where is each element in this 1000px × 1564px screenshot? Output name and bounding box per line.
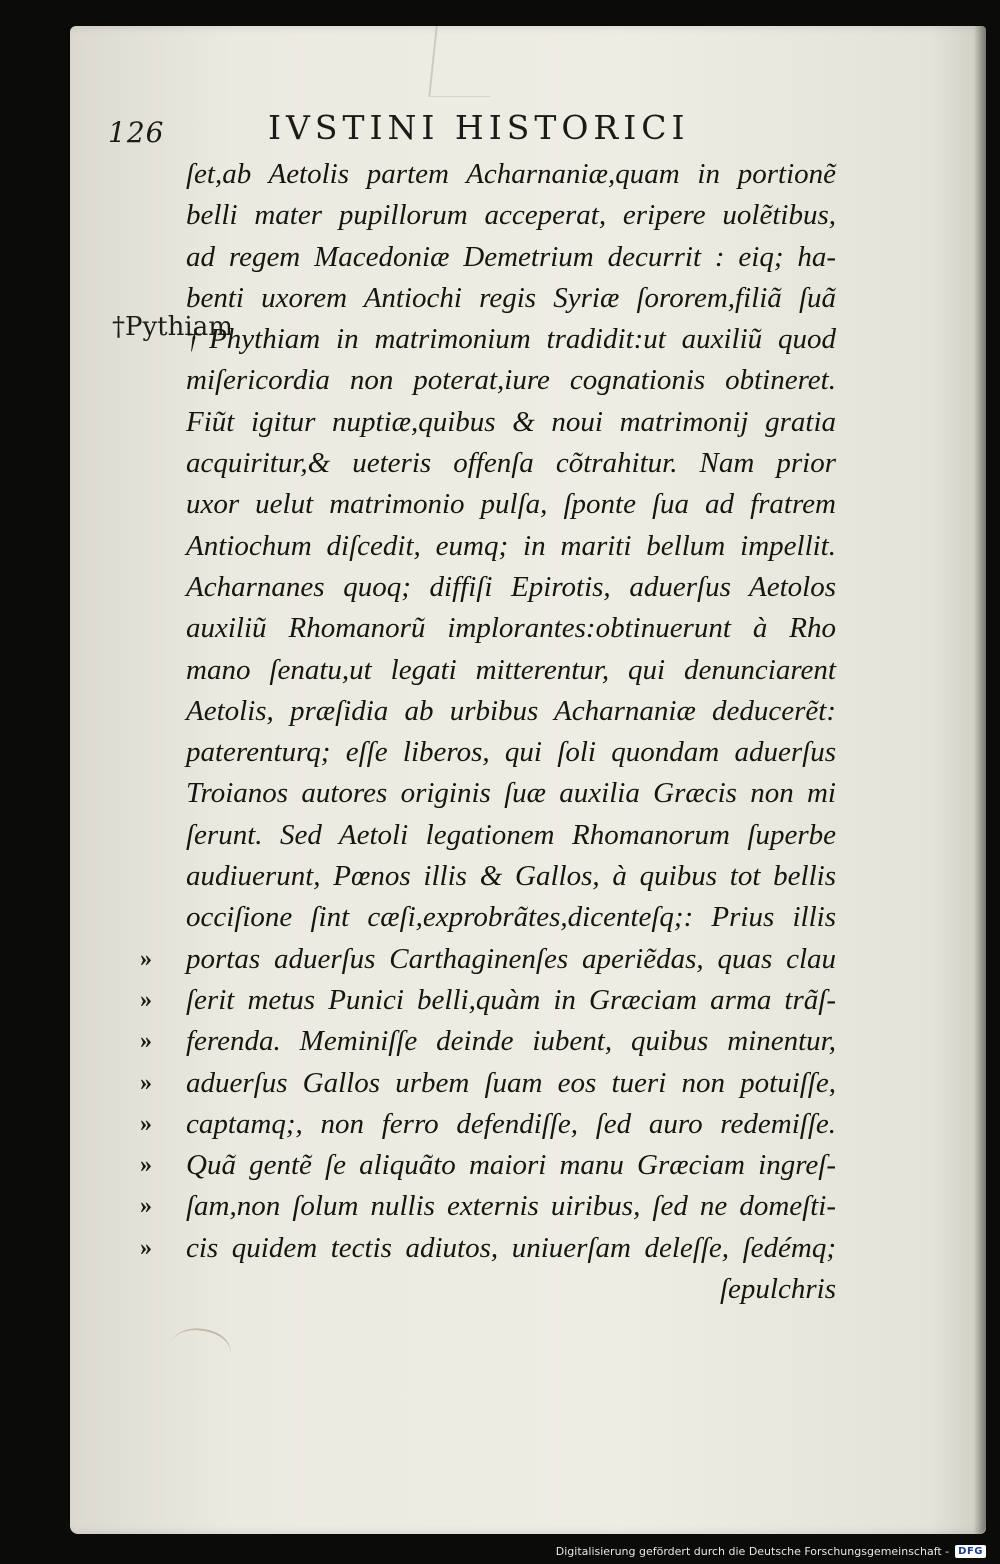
text-line <box>140 1145 836 1186</box>
line-text: portas aduerſus Carthaginenſes aperiẽdas, quas clau <box>186 942 836 975</box>
text-line <box>186 691 836 732</box>
text-line <box>140 1228 836 1269</box>
text-line <box>140 1104 836 1145</box>
line-text: ad regem Macedoniæ Demetrium decurrit : eiq; ha- <box>186 240 836 273</box>
text-line <box>140 980 836 1021</box>
text-line <box>186 443 836 484</box>
line-text: mano ſenatu,ut legati mitterentur, qui denunciarent <box>186 653 836 686</box>
line-text: aduerſus Gallos urbem ſuam eos tueri non potuiſſe, <box>186 1066 836 1099</box>
page-header <box>108 108 906 154</box>
line-text: ſepulchris <box>720 1273 836 1306</box>
line-text: Acharnanes quoq; diffiſi Epirotis, aduerſus Aetolos <box>186 570 836 603</box>
text-line <box>186 402 836 443</box>
text-line <box>140 1021 836 1062</box>
quotation-marker: » <box>140 1110 152 1137</box>
line-text: miſericordia non poterat,iure cognationis obtineret. <box>186 364 836 397</box>
line-text: ſerunt. Sed Aetoli legationem Rhomanorum ſuperbe <box>186 818 836 851</box>
text-line <box>186 154 836 195</box>
text-line <box>186 278 836 319</box>
line-text: †Phythiam in matrimonium tradidit:ut auxiliũ quod <box>186 323 836 356</box>
page-number: 126 <box>108 116 165 149</box>
line-text: auxiliũ Rhomanorũ implorantes:obtinuerunt à Rho <box>186 612 836 645</box>
digitization-credit <box>556 1542 986 1560</box>
text-line <box>186 237 836 278</box>
text-line <box>140 1186 836 1227</box>
marginal-note: †Pythiam <box>112 312 233 342</box>
line-text: ferenda. Meminiſſe deinde iubent, quibus minentur, <box>186 1025 836 1058</box>
line-text: uxor uelut matrimonio pulſa, ſponte ſua ad fratrem <box>186 488 836 521</box>
line-text: paterenturq; eſſe liberos, qui ſoli quondam aduerſus <box>186 736 836 769</box>
text-line <box>186 773 836 814</box>
text-line <box>186 856 836 897</box>
gutter-shadow <box>974 26 986 1534</box>
text-line <box>186 484 836 525</box>
line-text: cis quidem tectis adiutos, uniuerſam deleſſe, ſedémq; <box>186 1231 836 1264</box>
line-text: ſet,ab Aetolis partem Acharnaniæ,quam in portionẽ <box>186 158 836 190</box>
line-text: Fiũt igitur nuptiæ,quibus & noui matrimonij gratia <box>186 405 836 438</box>
quotation-marker: » <box>140 1069 152 1096</box>
text-line <box>186 815 836 856</box>
line-text: Quã gentẽ ſe aliquãto maiori manu Græciam ingreſ- <box>186 1149 836 1182</box>
text-line <box>186 195 836 236</box>
quotation-marker: » <box>140 945 152 972</box>
dfg-logo-icon: DFG <box>955 1545 986 1558</box>
text-line <box>140 1063 836 1104</box>
paper-tear <box>428 26 497 97</box>
text-line <box>186 732 836 773</box>
text-line <box>186 319 836 360</box>
line-text: Troianos autores originis ſuæ auxilia Græcis non mi <box>186 777 836 810</box>
text-line <box>186 608 836 649</box>
quotation-marker: » <box>140 986 152 1013</box>
line-text: audiuerunt, Pœnos illis & Gallos, à quibus tot bellis <box>186 860 836 893</box>
text-line <box>186 567 836 608</box>
paper-stain <box>165 1320 235 1378</box>
line-text: belli mater pupillorum acceperat, eripere uolẽtibus, <box>186 199 836 232</box>
line-text: occiſione ſint cæſi,exprobrãtes,dicenteſq;: Prius illis <box>186 901 836 934</box>
line-text: Antiochum diſcedit, eumq; in mariti bellum impellit. <box>186 529 836 562</box>
quotation-marker: » <box>140 1028 152 1055</box>
text-line <box>186 650 836 691</box>
line-text: ſam,non ſolum nullis externis uiribus, ſed ne domeſti- <box>186 1190 836 1223</box>
quotation-marker: » <box>140 1234 152 1261</box>
quotation-marker: » <box>140 1152 152 1179</box>
text-line <box>186 526 836 567</box>
line-text: benti uxorem Antiochi regis Syriæ ſororem,filiã ſuã <box>186 281 836 314</box>
text-line <box>186 897 836 938</box>
running-head: IVSTINI HISTORICI <box>268 108 690 147</box>
text-line <box>186 1269 836 1310</box>
credit-text: Digitalisierung gefördert durch die Deutsche Forschungsgemeinschaft - <box>555 1544 950 1558</box>
text-line <box>186 360 836 401</box>
quotation-marker: » <box>140 1193 152 1220</box>
text-line <box>140 939 836 980</box>
line-text: Aetolis, præſidia ab urbibus Acharnaniæ deducerẽt: <box>186 694 836 727</box>
line-text: captamq;, non ferro defendiſſe, ſed auro redemiſſe. <box>186 1107 836 1140</box>
line-text: acquiritur,& ueteris offenſa cõtrahitur. Nam prior <box>186 447 836 480</box>
line-text: ſerit metus Punici belli,quàm in Græciam arma trãſ- <box>186 983 836 1016</box>
